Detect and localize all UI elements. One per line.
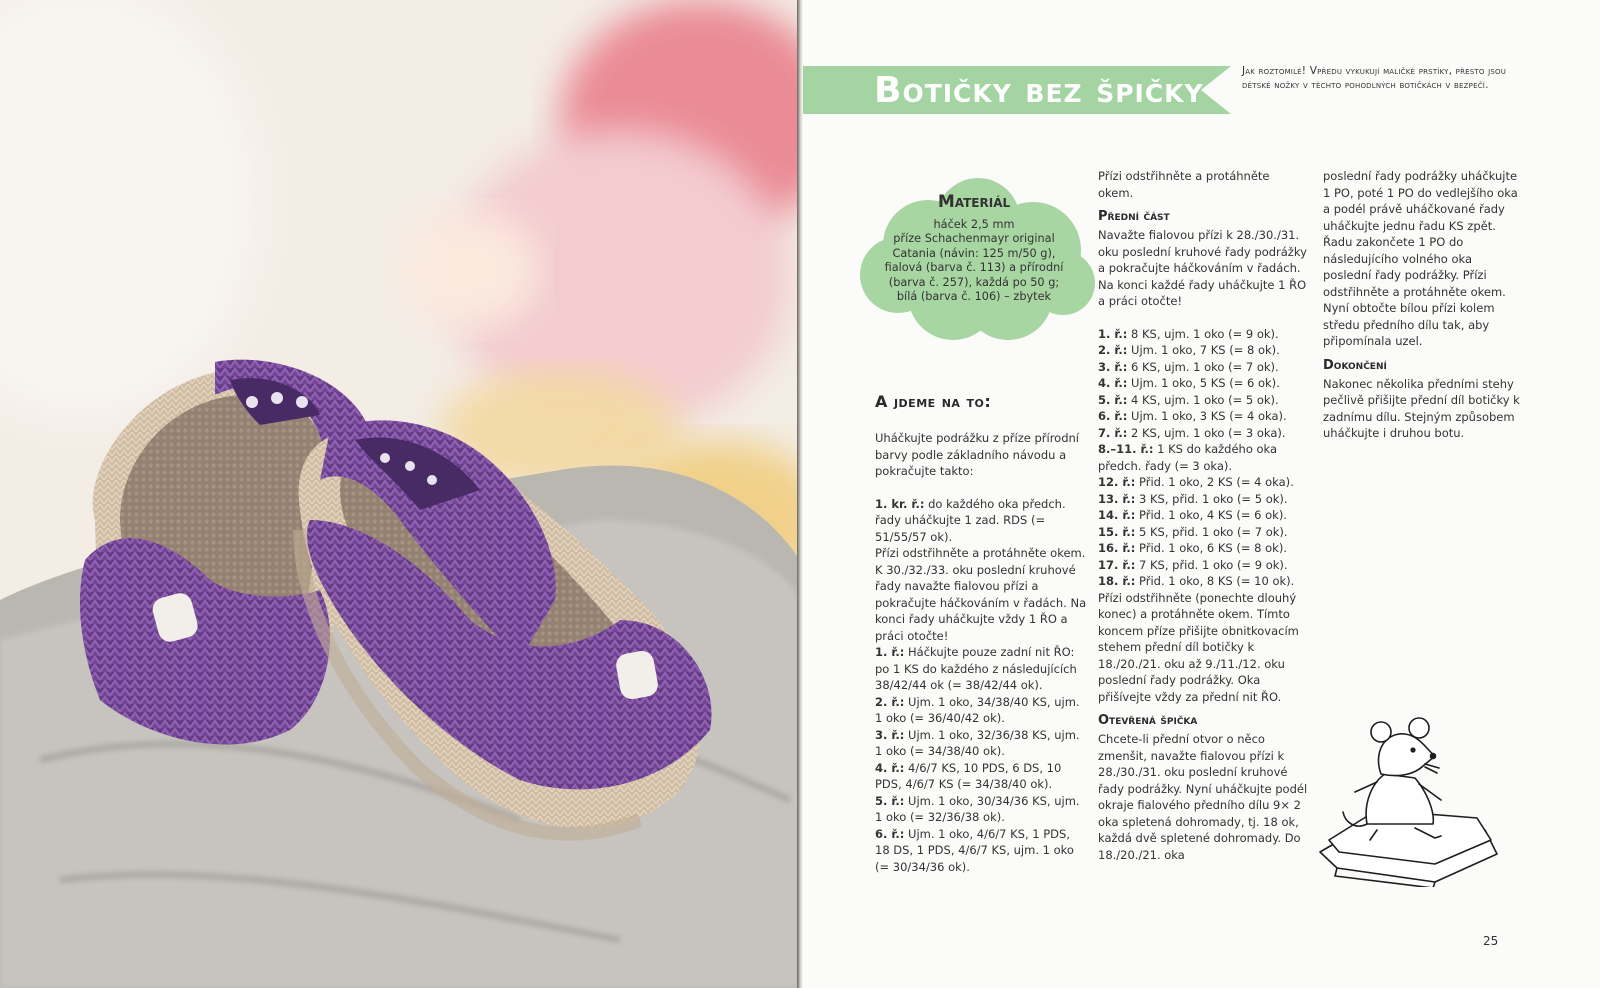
instructions-column-2	[1098, 168, 1308, 863]
material-line: háček 2,5 mm	[933, 218, 1015, 231]
page-title: Botičky bez špičky	[874, 70, 1204, 111]
instructions-column-1	[875, 430, 1087, 875]
step: 12. ř.: Přid. 1 oko, 2 KS (= 4 oka).	[1098, 475, 1294, 489]
material-line: bílá (barva č. 106) – zbytek	[896, 290, 1052, 304]
paragraph: Přízi odstřihněte a protáhněte okem.	[875, 546, 1086, 560]
step: 17. ř.: 7 KS, přid. 1 oko (= 9 ok).	[1098, 557, 1288, 572]
step: 14. ř.: Přid. 1 oko, 4 KS (= 6 ok).	[1098, 508, 1287, 522]
paragraph: K 30./32./33. oku poslední kruhové řady navažte fialovou přízi a pokračujte háčkováním v řadách. Na konci řady uháčkujte vždy 1 ŘO a práci otočte!	[875, 562, 1087, 643]
instructions-page	[803, 0, 1600, 988]
material-line: Catania (návin: 125 m/50 g),	[892, 246, 1056, 260]
step: 2. ř.: Ujm. 1 oko, 34/38/40 KS, ujm. 1 oko (= 36/40/42 ok).	[875, 694, 1080, 725]
step: 6. ř.: Ujm. 1 oko, 4/6/7 KS, 1 PDS, 18 DS, 1 PDS, 4/6/7 KS, ujm. 1 oko (= 30/34/36 ok).	[875, 826, 1074, 874]
step: 5. ř.: Ujm. 1 oko, 30/34/36 KS, ujm. 1 oko (= 32/36/38 ok).	[875, 793, 1080, 824]
step: 2. ř.: Ujm. 1 oko, 7 KS (= 8 ok).	[1098, 343, 1280, 357]
material-line: fialová (barva č. 113) a přírodní	[884, 261, 1064, 275]
paragraph: Nakonec několika předními stehy pečlivě přišijte přední díl botičky k zadnímu dílu. Stejným způsobem uháčkujte i druhou botu.	[1323, 376, 1520, 440]
step: 15. ř.: 5 KS, přid. 1 oko (= 7 ok).	[1098, 524, 1288, 539]
paragraph: Přízi odstřihněte a protáhněte okem.	[1098, 169, 1270, 200]
paragraph: Přízi odstřihněte (ponechte dlouhý konec) a protáhněte okem. Tímto koncem příze přišijte obnitkovacím stehem přední díl botičky k 18./20./21. oku až 9./11./12. oku poslední řady podrážky. Oka přišívejte vždy za přední nit ŘO.	[1098, 590, 1299, 704]
step: 13. ř.: 3 KS, přid. 1 oko (= 5 ok).	[1098, 491, 1288, 506]
intro-text: Jak roztomilé! Vpředu vykukují maličké prstíky, přesto jsou dětské nožky v těchto pohodlných botičkách v bezpečí.	[1242, 65, 1507, 91]
step: 1. ř.: Háčkujte pouze zadní nit ŘO: po 1 KS do každého z následujících 38/42/44 ok (= 38/42/44 ok).	[875, 645, 1077, 692]
material-line: (barva č. 257), každá po 50 g;	[888, 275, 1060, 289]
page-number: 25	[1483, 934, 1499, 948]
section-heading-finishing: Dokončení	[1323, 357, 1387, 373]
step: 3. ř.: Ujm. 1 oko, 32/36/38 KS, ujm. 1 oko (= 34/38/40 ok).	[875, 727, 1080, 758]
step: 1. kr. ř.: do každého oka předch. řady uháčkujte 1 zad. RDS (= 51/55/57 ok).	[875, 496, 1066, 544]
step: 4. ř.: Ujm. 1 oko, 5 KS (= 6 ok).	[1098, 376, 1280, 390]
step: 5. ř.: 4 KS, ujm. 1 oko (= 5 ok).	[1098, 392, 1279, 407]
section-heading-lets-go: A jdeme na to:	[875, 392, 992, 411]
step: 16. ř.: Přid. 1 oko, 6 KS (= 8 ok).	[1098, 541, 1287, 555]
instructions-column-3	[1323, 168, 1523, 442]
material-title: Materiál	[937, 192, 1011, 212]
step: 6. ř.: Ujm. 1 oko, 3 KS (= 4 oka).	[1098, 409, 1287, 423]
material-line: příze Schachenmayr original	[893, 232, 1055, 246]
material-box	[861, 192, 1087, 304]
step: 18. ř.: Přid. 1 oko, 8 KS (= 10 ok).	[1098, 574, 1295, 588]
section-heading-open-toe: Otevřená špička	[1098, 713, 1198, 728]
paragraph: poslední řady podrážky uháčkujte 1 PO, poté 1 PO do vedlejšího oka a podél právě uháčkované řady uháčkujte jednu řadu KS zpět. Řadu zakončete 1 PO do následujícího volného oka poslední řady podrážky. Přízi odstřihněte a protáhněte okem. Nyní obtočte bílou přízi kolem středu předního dílu tak, aby připomínala uzel.	[1323, 169, 1518, 348]
step: 3. ř.: 6 KS, ujm. 1 oko (= 7 ok).	[1098, 359, 1279, 374]
paragraph: Uháčkujte podrážku z příze přírodní barvy podle základního návodu a pokračujte takto:	[875, 431, 1080, 478]
step: 4. ř.: 4/6/7 KS, 10 PDS, 6 DS, 10 PDS, 4/6/7 KS (= 34/38/40 ok).	[875, 760, 1062, 791]
step: 7. ř.: 2 KS, ujm. 1 oko (= 3 oka).	[1098, 425, 1286, 440]
step: 8.–11. ř.: 1 KS do každého oka předch. řady (= 3 oka).	[1098, 442, 1278, 473]
paragraph: Navažte fialovou přízi k 28./30./31. oku poslední kruhové řady podrážky a pokračujte háčkováním v řadách. Na konci každé řady uháčkujte 1 ŘO a práci otočte!	[1098, 228, 1307, 308]
step: 1. ř.: 8 KS, ujm. 1 oko (= 9 ok).	[1098, 326, 1279, 341]
paragraph: Chcete-li přední otvor o něco zmenšit, navažte fialovou přízi k 28./30./31. oku poslední kruhové řady podrážky. Nyní uháčkujte podél okraje fialového předního dílu 9× 2 oka spletená dohromady, tj. 18 ok, každá dvě spletené dohromady. Do 18./20./21. oka	[1098, 732, 1308, 862]
section-heading-front: Přední část	[1098, 209, 1170, 224]
mouse-on-pillows-illustration	[1315, 712, 1505, 887]
